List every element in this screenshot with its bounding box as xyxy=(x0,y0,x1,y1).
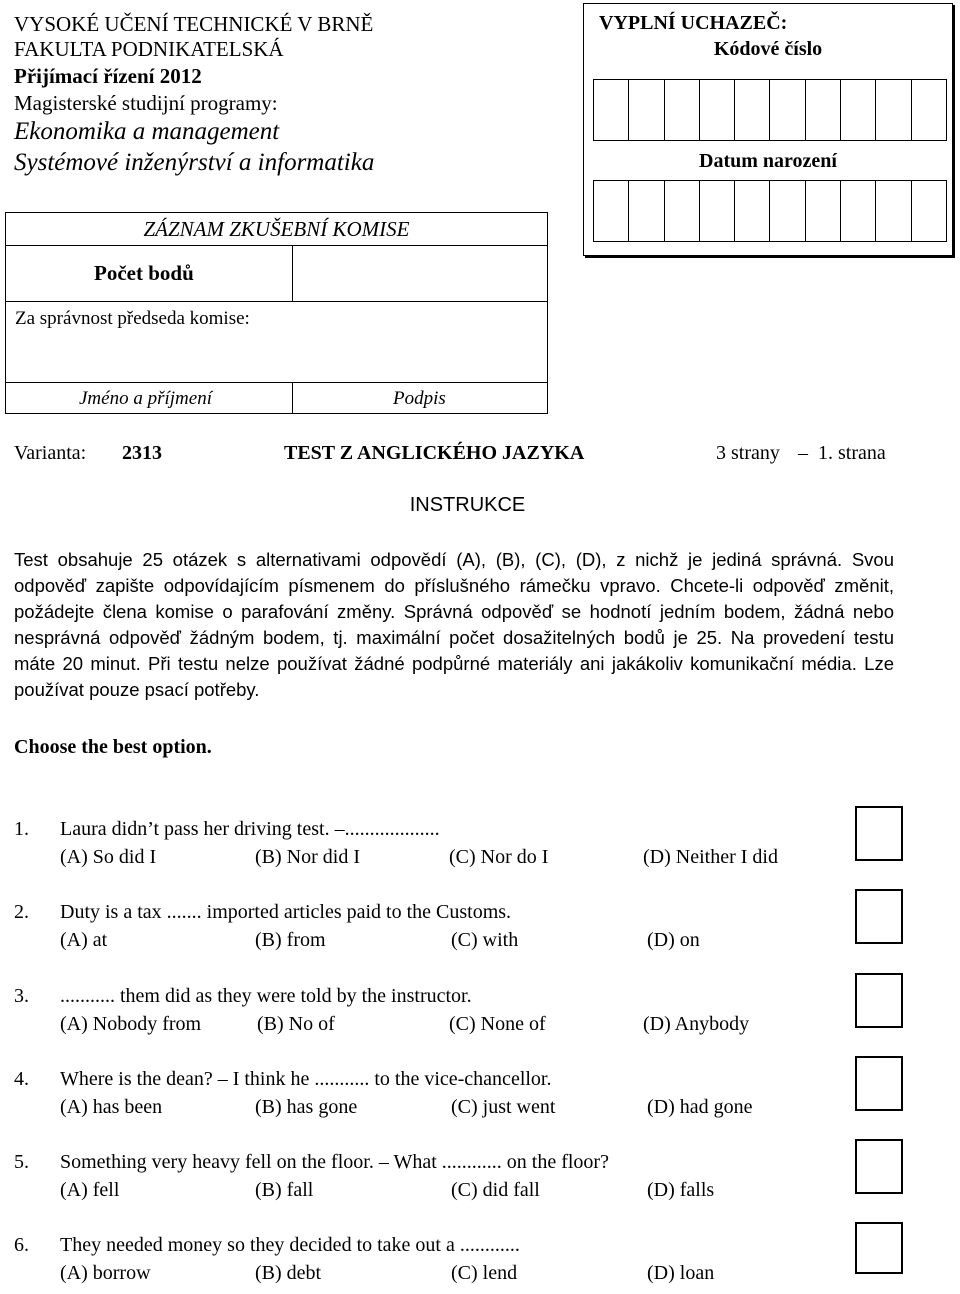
divider xyxy=(292,245,293,302)
code-cell[interactable] xyxy=(699,80,734,140)
divider xyxy=(6,245,547,246)
option-b: (B) fall xyxy=(255,1179,314,1201)
birth-date-input-cells[interactable] xyxy=(593,180,947,242)
choose-heading: Choose the best option. xyxy=(14,736,212,758)
option-a: (A) has been xyxy=(60,1096,163,1118)
page-current: 1. strana xyxy=(818,442,886,464)
code-cell[interactable] xyxy=(769,80,804,140)
option-d: (D) falls xyxy=(647,1179,715,1201)
option-b: (B) debt xyxy=(255,1262,322,1284)
instructions-title: INSTRUKCE xyxy=(409,494,526,516)
option-c: (C) Nor do I xyxy=(449,846,549,868)
instructions-text: Test obsahuje 25 otázek s alternativami odpovědí (A), (B), (C), (D), z nichž je jediná správná. Svou odpověď zapište odpovídajícím písmenem do příslušného rámečku vpravo. Chcete-li odpověď změnit, požádejte člena komise o parafování změny. Správná odpověď se hodnotí jedním bodem, žádná nebo nesprávná odpověď žádným bodem, tj. maximální počet dosažitelných bodů je 25. Na provedení testu máte 20 minut. Při testu nelze používat žádné podpůrné materiály ani jakákoliv komunikační média. Lze používat pouze psací potřeby. xyxy=(14,549,894,700)
name-label: Jméno a příjmení xyxy=(79,388,212,409)
program-2: Systémové inženýrství a informatika xyxy=(14,149,375,176)
option-a: (A) at xyxy=(60,929,108,951)
question-1 xyxy=(0,818,960,878)
divider xyxy=(6,301,547,302)
code-cell[interactable] xyxy=(593,80,628,140)
option-a: (A) So did I xyxy=(60,846,157,868)
question-text: They needed money so they decided to take out a ............ xyxy=(60,1234,520,1256)
birth-date-cell[interactable] xyxy=(805,181,840,241)
question-number: 3. xyxy=(14,985,29,1007)
question-number: 4. xyxy=(14,1068,29,1090)
code-cell[interactable] xyxy=(911,80,947,140)
page-count: 3 strany xyxy=(716,442,780,464)
question-number: 5. xyxy=(14,1151,29,1173)
faculty-name: FAKULTA PODNIKATELSKÁ xyxy=(14,37,284,61)
answer-box[interactable] xyxy=(855,973,903,1028)
answer-box[interactable] xyxy=(855,1056,903,1111)
option-d: (D) loan xyxy=(647,1262,715,1284)
answer-box[interactable] xyxy=(855,889,903,944)
programs-label: Magisterské studijní programy: xyxy=(14,91,278,115)
option-c: (C) did fall xyxy=(451,1179,540,1201)
code-input-cells[interactable] xyxy=(593,79,947,141)
admission-title: Přijímací řízení 2012 xyxy=(14,64,202,88)
commission-record-table xyxy=(5,212,548,414)
option-c: (C) just went xyxy=(451,1096,556,1118)
test-title: TEST Z ANGLICKÉHO JAZYKA xyxy=(284,442,585,464)
divider xyxy=(6,382,547,383)
option-a: (A) borrow xyxy=(60,1262,151,1284)
birth-date-cell[interactable] xyxy=(593,181,628,241)
answer-box[interactable] xyxy=(855,1139,903,1194)
birth-date-cell[interactable] xyxy=(699,181,734,241)
question-text: Laura didn’t pass her driving test. –................... xyxy=(60,818,440,840)
birth-date-cell[interactable] xyxy=(875,181,910,241)
university-name: VYSOKÉ UČENÍ TECHNICKÉ V BRNĚ xyxy=(14,12,374,36)
question-5 xyxy=(0,1151,960,1211)
option-d: (D) on xyxy=(647,929,700,951)
option-a: (A) fell xyxy=(60,1179,120,1201)
birth-date-cell[interactable] xyxy=(734,181,769,241)
option-b: (B) from xyxy=(255,929,326,951)
variant-value: 2313 xyxy=(122,442,162,464)
question-4 xyxy=(0,1068,960,1128)
option-c: (C) with xyxy=(451,929,519,951)
variant-label: Varianta: xyxy=(14,442,87,464)
option-d: (D) Anybody xyxy=(643,1013,750,1035)
birth-date-label: Datum narození xyxy=(699,150,837,172)
option-a: (A) Nobody from xyxy=(60,1013,202,1035)
code-cell[interactable] xyxy=(840,80,875,140)
signature-label: Podpis xyxy=(393,388,446,409)
candidate-box xyxy=(583,3,953,256)
answer-box[interactable] xyxy=(855,806,903,861)
chair-label: Za správnost předseda komise: xyxy=(15,308,250,329)
option-c: (C) lend xyxy=(451,1262,518,1284)
birth-date-cell[interactable] xyxy=(769,181,804,241)
code-cell[interactable] xyxy=(664,80,699,140)
code-cell[interactable] xyxy=(628,80,663,140)
candidate-title: VYPLNÍ UCHAZEČ: xyxy=(599,12,788,34)
question-2 xyxy=(0,901,960,961)
option-b: (B) has gone xyxy=(255,1096,358,1118)
divider xyxy=(292,382,293,413)
question-number: 2. xyxy=(14,901,29,923)
question-text: ........... them did as they were told by the instructor. xyxy=(60,985,472,1007)
question-6 xyxy=(0,1234,960,1294)
birth-date-cell[interactable] xyxy=(840,181,875,241)
option-d: (D) Neither I did xyxy=(643,846,778,868)
code-label: Kódové číslo xyxy=(713,38,823,60)
commission-title: ZÁZNAM ZKUŠEBNÍ KOMISE xyxy=(143,217,410,241)
code-cell[interactable] xyxy=(734,80,769,140)
question-text: Something very heavy fell on the floor. – What ............ on the floor? xyxy=(60,1151,609,1173)
points-label: Počet bodů xyxy=(94,261,194,285)
birth-date-cell[interactable] xyxy=(664,181,699,241)
birth-date-cell[interactable] xyxy=(628,181,663,241)
question-3 xyxy=(0,985,960,1045)
code-cell[interactable] xyxy=(805,80,840,140)
question-number: 6. xyxy=(14,1234,29,1256)
answer-box[interactable] xyxy=(855,1222,903,1274)
option-d: (D) had gone xyxy=(647,1096,753,1118)
question-number: 1. xyxy=(14,818,29,840)
page-dash: – xyxy=(798,442,808,464)
question-text: Where is the dean? – I think he ........... to the vice-chancellor. xyxy=(60,1068,552,1090)
option-b: (B) Nor did I xyxy=(255,846,360,868)
question-text: Duty is a tax ....... imported articles paid to the Customs. xyxy=(60,901,512,923)
option-b: (B) No of xyxy=(257,1013,335,1035)
option-c: (C) None of xyxy=(449,1013,546,1035)
program-1: Ekonomika a management xyxy=(14,118,280,145)
birth-date-cell[interactable] xyxy=(911,181,947,241)
code-cell[interactable] xyxy=(875,80,910,140)
